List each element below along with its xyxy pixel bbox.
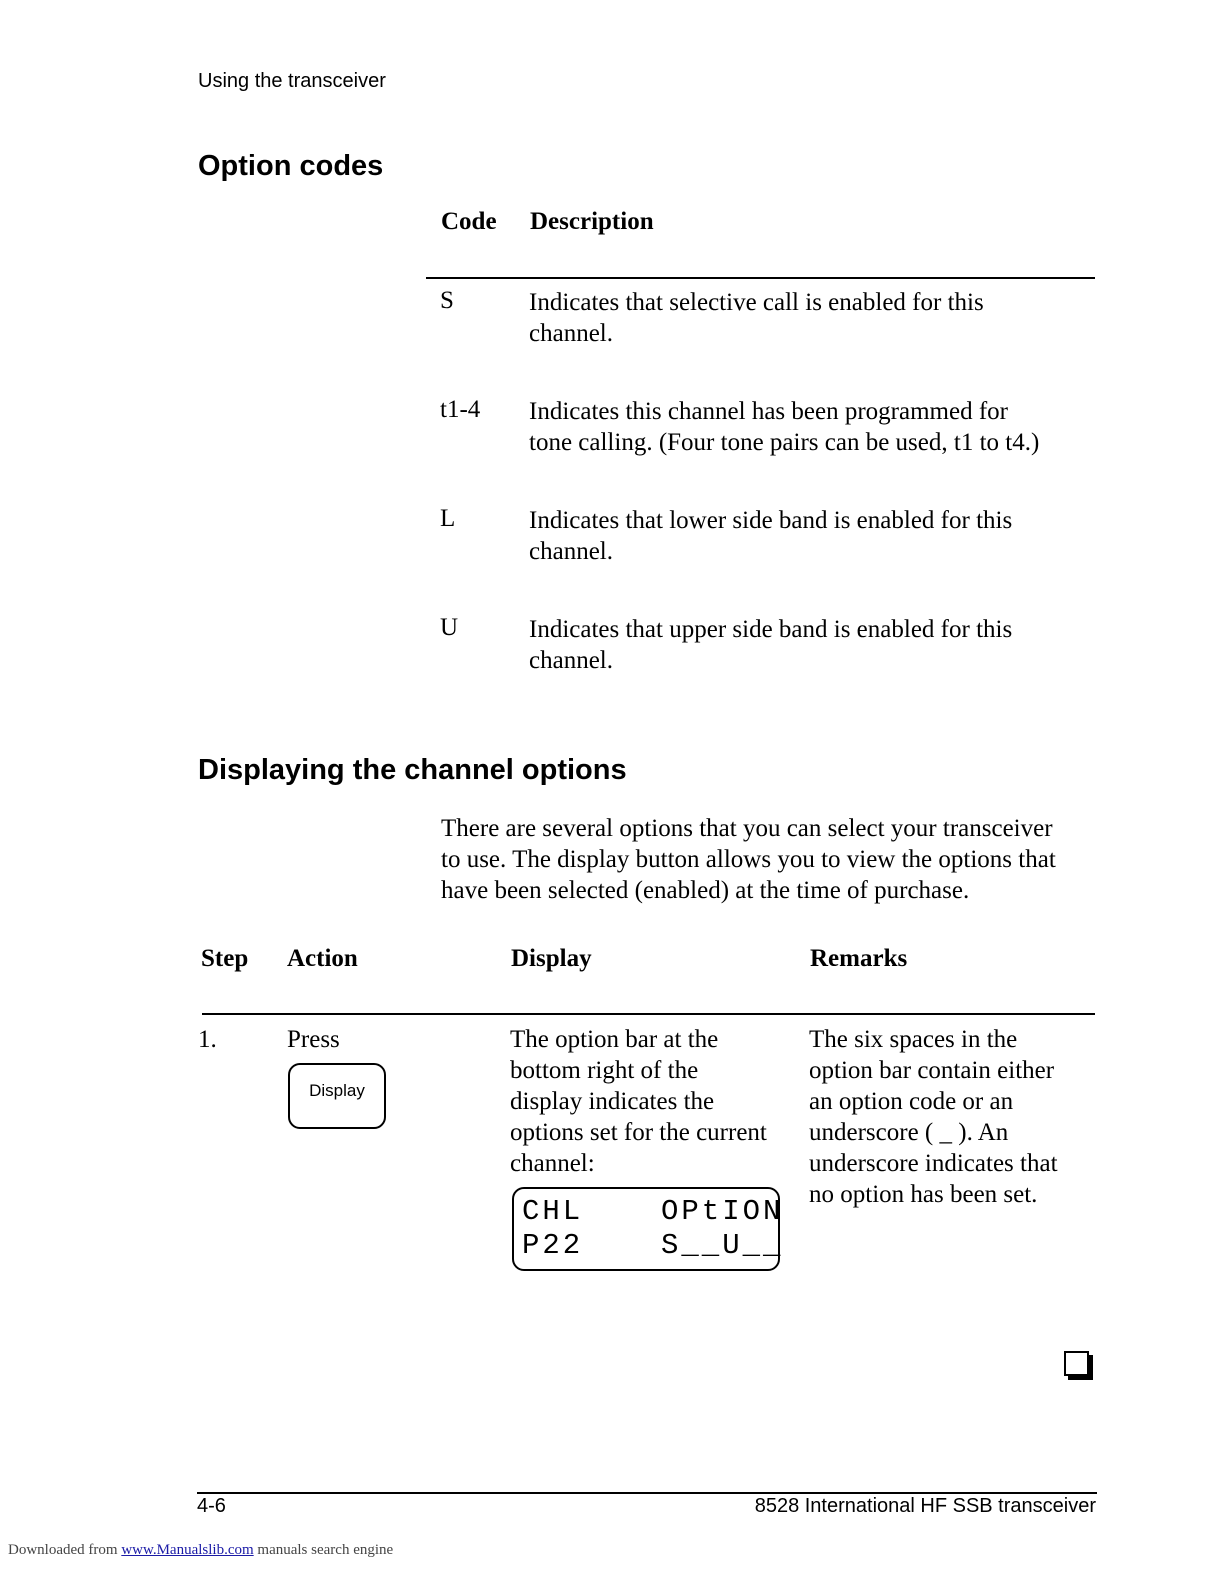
header-display: Display bbox=[511, 945, 592, 972]
section-title-option-codes: Option codes bbox=[198, 150, 384, 182]
option-description: Indicates that lower side band is enabled for this channel. bbox=[529, 507, 1013, 565]
option-code: t1-4 bbox=[440, 396, 481, 423]
lcd-channel-number: P22 bbox=[522, 1229, 584, 1262]
display-description: The option bar at the bottom right of the display indicates the options set for the current channel: bbox=[510, 1026, 767, 1177]
header-remarks: Remarks bbox=[810, 945, 908, 972]
lcd-display bbox=[512, 1187, 784, 1271]
header-step: Step bbox=[201, 945, 249, 972]
manual-title: 8528 International HF SSB transceiver bbox=[754, 1495, 1096, 1517]
step-number: 1. bbox=[198, 1026, 217, 1053]
table-rule bbox=[202, 1013, 1095, 1015]
manualslib-link[interactable]: www.Manualslib.com bbox=[121, 1542, 254, 1558]
action-text: Press bbox=[287, 1026, 340, 1053]
header-action: Action bbox=[287, 945, 358, 972]
option-code: U bbox=[440, 614, 459, 641]
section-title-displaying-options: Displaying the channel options bbox=[198, 754, 627, 786]
lcd-channel-label: CHL bbox=[522, 1195, 584, 1228]
remarks-text: The six spaces in the option bar contain either an option code or an underscore ( _ ). An underscore indicates that no option has been set. bbox=[809, 1026, 1058, 1208]
option-description: Indicates this channel has been programmed for tone calling. (Four tone pairs can be used, t1 to t4.) bbox=[529, 398, 1040, 456]
header-description: Description bbox=[530, 208, 654, 235]
lcd-option-label: OPtION bbox=[661, 1195, 784, 1228]
display-key-button: Display bbox=[288, 1063, 386, 1129]
lcd-option-bar: S__U__ bbox=[661, 1229, 784, 1262]
page-number: 4-6 bbox=[197, 1495, 226, 1517]
running-head: Using the transceiver bbox=[198, 70, 386, 92]
header-code: Code bbox=[441, 208, 497, 235]
intro-paragraph: There are several options that you can select your transceiver to use. The display button allows you to view the options that have been selected (enabled) at the time of purchase. bbox=[441, 815, 1056, 904]
option-code: S bbox=[440, 287, 454, 314]
table-rule bbox=[426, 277, 1095, 279]
download-credit: Downloaded from www.Manualslib.com manuals search engine bbox=[8, 1542, 394, 1558]
option-code: L bbox=[440, 505, 456, 532]
footer-rule bbox=[197, 1492, 1097, 1494]
option-description: Indicates that upper side band is enabled for this channel. bbox=[529, 616, 1013, 674]
end-of-section-box-icon bbox=[1064, 1351, 1089, 1376]
option-description: Indicates that selective call is enabled for this channel. bbox=[529, 289, 984, 347]
